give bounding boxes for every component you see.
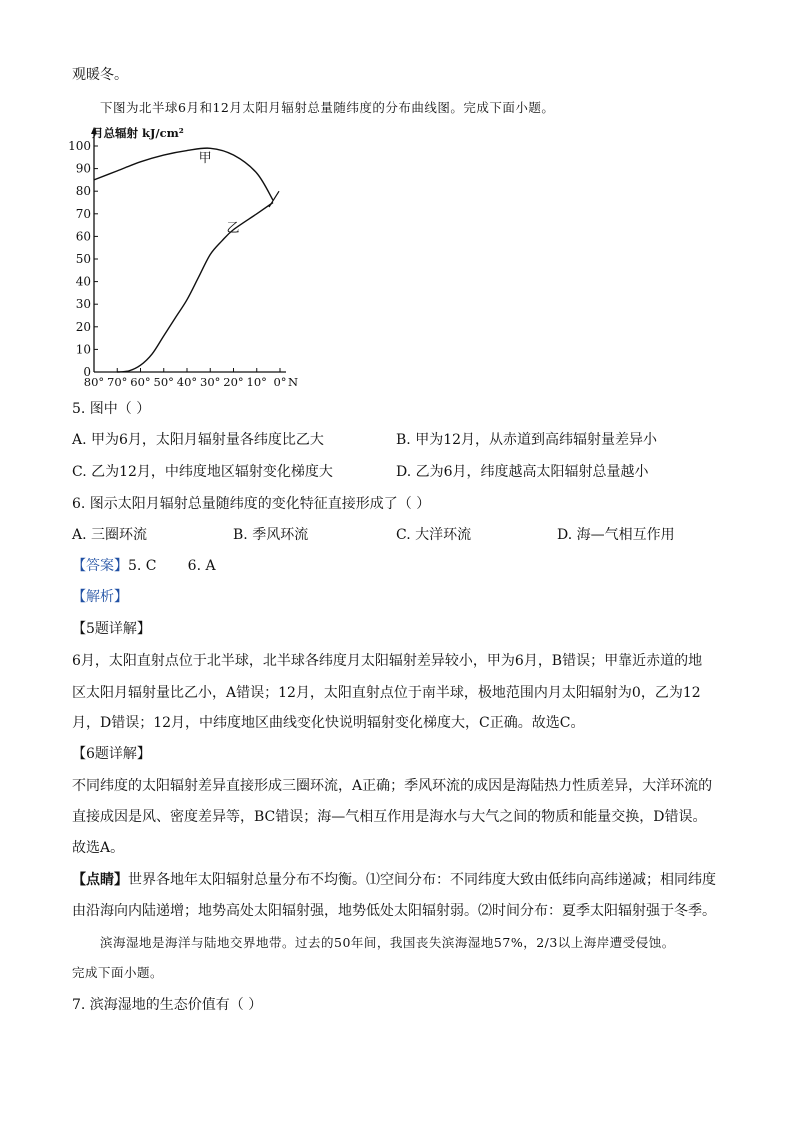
y-tick-label: 80 (75, 184, 91, 199)
q6-option-a[interactable]: A. 三圈环流 (72, 527, 148, 543)
q6-option-d[interactable]: D. 海—气相互作用 (557, 527, 675, 543)
x-axis-label: N (288, 375, 299, 389)
y-tick-label: 0 (83, 365, 91, 379)
q6-stem: 6. 图示太阳月辐射总量随纬度的变化特征直接形成了（ ） (72, 496, 431, 512)
x-tick-label: 30° (200, 375, 221, 389)
detail5-line: 区太阳月辐射量比乙小，A错误；12月，太阳直射点位于南半球，极地范围内月太阳辐射为0，乙为12 (72, 685, 701, 701)
x-tick-label: 70° (107, 375, 128, 389)
x-tick-label: 60° (130, 375, 151, 389)
chart-axes (91, 127, 286, 372)
y-tick-label: 100 (68, 139, 91, 153)
y-tick-label: 60 (75, 229, 91, 244)
detail6-line: 不同纬度的太阳辐射差异直接形成三圈环流，A正确；季风环流的成因是海陆热力性质差异，大洋环流的 (72, 778, 713, 794)
q7-intro-line-2: 完成下面小题。 (72, 965, 164, 980)
intro-tail: 观暖冬。 (72, 67, 128, 83)
y-tick-labels (68, 139, 91, 379)
detail6-label: 【6题详解】 (72, 746, 151, 762)
x-tick-label: 40° (176, 375, 198, 389)
y-tick-label: 90 (75, 161, 91, 176)
detail5-label: 【5题详解】 (72, 621, 151, 637)
detail5-line: 6月，太阳直射点位于北半球，北半球各纬度月太阳辐射差异较小，甲为6月，B错误；甲靠近赤道的地 (72, 653, 703, 669)
answer-text: 5. C 6. A (128, 558, 216, 574)
y-tick-label: 70 (75, 206, 91, 221)
x-tick-labels (84, 375, 298, 389)
tip-text-1: 世界各地年太阳辐射总量分布不均衡。⑴空间分布：不同纬度大致由低纬向高纬递减；相同纬度 (128, 872, 716, 888)
radiation-chart (68, 126, 308, 392)
x-tick-label: 50° (153, 375, 174, 389)
q6-option-b[interactable]: B. 季风环流 (233, 527, 309, 543)
detail6-line: 直接成因是风、密度差异等，BC错误；海—气相互作用是海水与大气之间的物质和能量交换，D错误。 (72, 809, 707, 825)
series-label-yi: 乙 (226, 220, 240, 236)
x-tick-label: 0° (273, 375, 287, 389)
tip-row-1 (72, 871, 716, 889)
detail5-line: 月，D错误；12月，中纬度地区曲线变化快说明辐射变化梯度大，C正确。故选C。 (72, 715, 585, 731)
y-tick-label: 40 (75, 274, 91, 289)
x-tick-label: 20° (223, 375, 244, 389)
q7-stem: 7. 滨海湿地的生态价值有（ ） (72, 997, 263, 1013)
tip-text-2: 由沿海向内陆递增；地势高处太阳辐射强，地势低处太阳辐射弱。⑵时间分布：夏季太阳辐射强于冬季。 (72, 903, 716, 919)
answer-row (72, 557, 216, 575)
q5-option-c[interactable]: C. 乙为12月，中纬度地区辐射变化梯度大 (72, 464, 333, 480)
detail6-line: 故选A。 (72, 840, 125, 856)
series-yi-curve (117, 203, 273, 373)
series-jia-curve (94, 148, 273, 200)
q5-option-b[interactable]: B. 甲为12月，从赤道到高纬辐射量差异小 (396, 432, 658, 448)
answer-label: 【答案】 (72, 558, 128, 574)
y-tick-label: 20 (75, 319, 91, 334)
curve-end-mark (269, 191, 279, 207)
q7-intro-line-1: 滨海湿地是海洋与陆地交界地带。过去的50年间，我国丧失滨海湿地57%，2/3以上海岸遭受侵蚀。 (100, 935, 675, 950)
q5-stem: 5. 图中（ ） (72, 401, 151, 417)
q6-option-c[interactable]: C. 大洋环流 (396, 527, 472, 543)
y-tick-label: 10 (75, 342, 91, 357)
chart-curves (94, 148, 279, 372)
tip-label: 【点睛】 (72, 872, 128, 888)
y-tick-label: 30 (75, 297, 91, 312)
y-axis-label: 月总辐射 kJ/cm² (92, 126, 184, 140)
series-label-jia: 甲 (198, 150, 212, 166)
q5-option-a[interactable]: A. 甲为6月，太阳月辐射量各纬度比乙大 (72, 432, 324, 448)
x-tick-label: 80° (83, 375, 105, 389)
y-tick-label: 50 (75, 252, 91, 266)
analysis-label: 【解析】 (72, 589, 128, 605)
x-tick-label: 10° (246, 375, 267, 389)
q56-intro: 下图为北半球6月和12月太阳月辐射总量随纬度的分布曲线图。完成下面小题。 (100, 100, 555, 115)
q5-option-d[interactable]: D. 乙为6月，纬度越高太阳辐射总量越小 (396, 464, 649, 480)
